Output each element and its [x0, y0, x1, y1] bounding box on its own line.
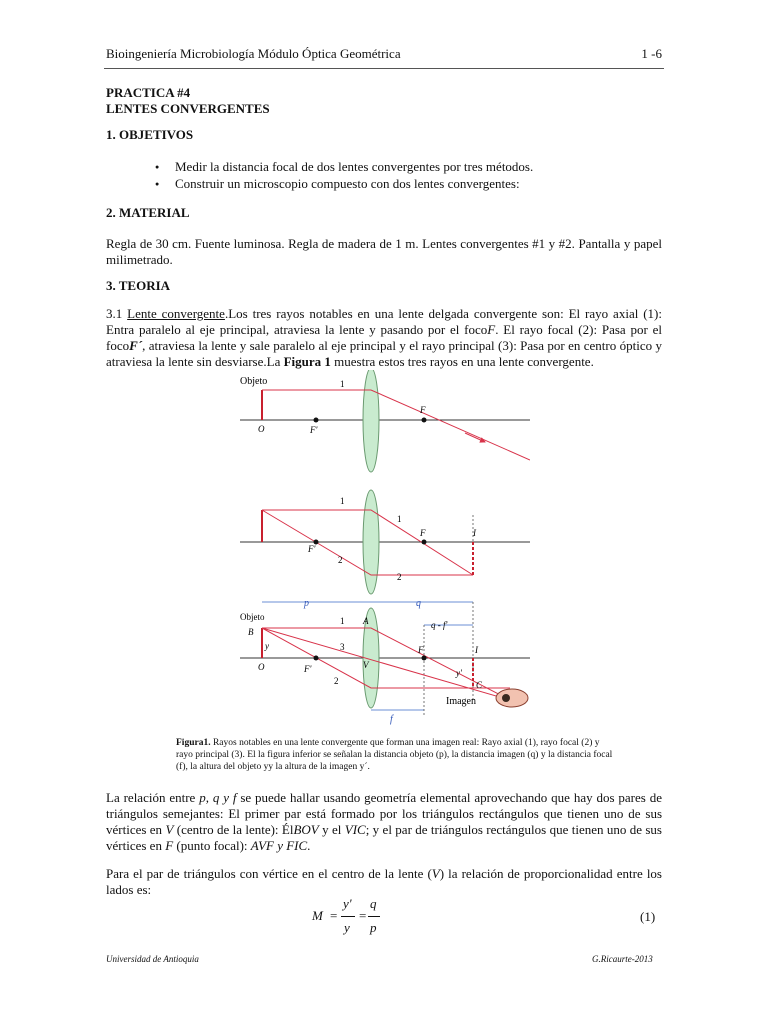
symbol-f: F	[165, 838, 174, 853]
fraction-bar	[368, 916, 380, 917]
term-lente-convergente: Lente convergente	[127, 306, 225, 321]
proportion-text: ) la relación de proporcionalidad entre los lados es:	[106, 866, 662, 897]
objective-item: ● Medir la distancia focal de dos lentes convergentes por tres métodos.	[155, 158, 655, 175]
label-ray-1: 1	[340, 616, 345, 626]
eq-numerator-y-prime: y'	[343, 896, 352, 911]
ray-1	[262, 390, 530, 460]
eq-m: M	[312, 908, 323, 923]
caption-label: Figura1.	[176, 738, 211, 748]
theory-paragraph	[106, 306, 662, 370]
footer-right: G.Ricaurte-2013	[592, 954, 653, 964]
label-i: I	[473, 528, 476, 538]
label-o: O	[258, 662, 265, 672]
focal-point-f	[422, 418, 427, 423]
header-rule	[104, 68, 664, 69]
objectives-heading: 1. OBJETIVOS	[106, 127, 194, 142]
relation-text: y el	[318, 822, 345, 837]
theory-text: .Los tres rayos notables en una lente delgada convergente son: El rayo axial (1): Entra paralelo al eje principal, atraviesa la lente y pasando por el foco	[106, 306, 662, 337]
label-p: p	[304, 598, 309, 609]
label-a: A	[363, 616, 369, 626]
symbol-f-prime: F´	[129, 338, 143, 353]
label-ray-1: 1	[340, 496, 345, 506]
triangle-vic: VIC	[344, 822, 366, 837]
relation-text: ; y el par de triángulos rectángulos que tienen uno de sus vértices en	[106, 822, 662, 853]
material-heading: 2. MATERIAL	[106, 205, 190, 220]
label-f-prime: F'	[310, 425, 318, 435]
ray-arrow	[465, 433, 485, 442]
figure-reference: Figura 1	[283, 354, 331, 369]
practice-title	[106, 85, 270, 117]
relation-text: .	[307, 838, 311, 853]
symbol-f: F	[487, 322, 496, 337]
label-ray-2: 2	[334, 676, 339, 686]
theory-text: , atraviesa la lente y sale paralelo al eje principal y el rayo principal (3): Pasa por en centro óptico y atraviesa la lente sin desviarse.La	[106, 338, 662, 369]
label-focal-length: f	[390, 714, 393, 725]
caption-text: Rayos notables en una lente convergente que forman una imagen real: Rayo axial (1), rayo focal (2) y rayo principal (3). El la figura inferior se señalan la distancia objeto (p), la distancia imagen (q) y la distancia focal (f), la altura del objeto yy la altura de la imagen y´.	[176, 738, 613, 772]
diagram-axial-ray	[240, 370, 530, 472]
label-b: B	[248, 627, 254, 637]
label-f: F	[420, 405, 426, 415]
page-header	[106, 46, 662, 62]
label-imagen: Imagen	[446, 696, 476, 707]
focal-point-f	[422, 656, 427, 661]
label-ray-1: 1	[397, 514, 402, 524]
label-f: F	[420, 528, 426, 538]
symbol-v: V	[431, 866, 440, 881]
label-y-prime: y'	[456, 668, 462, 678]
figure-caption	[176, 737, 616, 773]
label-q: q	[416, 598, 421, 609]
eq-denominator-p: p	[370, 920, 377, 935]
label-c: C	[476, 680, 483, 690]
label-ray-3: 3	[340, 642, 345, 652]
theory-heading: 3. TEORIA	[106, 278, 171, 293]
label-o: O	[258, 424, 265, 434]
label-f: F	[418, 645, 424, 655]
label-y: y	[265, 641, 269, 651]
lens	[363, 370, 379, 472]
lens	[363, 490, 379, 594]
eq-denominator-y: y	[344, 920, 350, 935]
symbol-v: V	[165, 822, 174, 837]
diagram-focal-ray	[240, 490, 530, 594]
relation-text: (punto focal):	[173, 838, 251, 853]
focal-point-f-prime	[314, 656, 319, 661]
triangle-bov: BOV	[293, 822, 319, 837]
label-ray-1: 1	[340, 379, 345, 389]
label-ray-2: 2	[338, 555, 343, 565]
proportion-text: Para el par de triángulos con vértice en el centro de la lente (	[106, 866, 432, 881]
diagram-image-formation	[240, 598, 530, 725]
eq-equals: =	[359, 908, 367, 923]
header-title: Bioingeniería Microbiología Módulo Óptica Geométrica	[106, 46, 401, 61]
objectives-list	[155, 158, 655, 192]
label-i: I	[475, 645, 478, 655]
theory-text: muestra estos tres rayos en una lente convergente.	[330, 354, 594, 369]
equation-number: (1)	[640, 909, 656, 924]
focal-point-f-prime	[314, 418, 319, 423]
label-objeto: Objeto	[240, 612, 265, 622]
proportion-paragraph	[106, 866, 662, 898]
label-ray-2: 2	[397, 572, 402, 582]
label-f-prime: F'	[304, 664, 312, 674]
eq-equals: =	[330, 908, 338, 923]
triangles-avf-fic: AVF y FIC	[250, 838, 308, 853]
focal-point-f	[422, 540, 427, 545]
objective-item: ● Construir un microscopio compuesto con dos lentes convergentes:	[155, 175, 655, 192]
relation-vars: p, q y f	[199, 790, 237, 805]
fraction-bar	[341, 916, 355, 917]
practice-name: LENTES CONVERGENTES	[106, 101, 270, 116]
theory-text: . El rayo focal (2): Pasa por el foco	[106, 322, 663, 353]
label-objeto: Objeto	[240, 376, 268, 387]
label-v: V	[363, 660, 369, 670]
relation-text: La relación entre	[106, 790, 200, 805]
section-number: 3.1	[106, 306, 128, 321]
ray-diagram-figure	[240, 370, 530, 730]
practice-number: PRACTICA #4	[106, 85, 191, 100]
material-text: Regla de 30 cm. Fuente luminosa. Regla de madera de 1 m. Lentes convergentes #1 y #2. Pantalla y papel milimetrado.	[106, 236, 662, 267]
relation-text: se puede hallar usando geometría elemental aprovechando que hay dos pares de triángulos semejantes: El primer par está formado por los triángulos rectángulos que tienen uno de sus vértices en	[106, 790, 662, 837]
relation-text: (centro de la lente): Él	[173, 822, 294, 837]
eye-icon	[496, 689, 528, 707]
page-number: 1 -6	[641, 46, 662, 61]
label-f-prime: F'	[308, 544, 316, 554]
footer-left: Universidad de Antioquia	[106, 954, 199, 964]
eq-numerator-q: q	[370, 896, 377, 911]
label-q-minus-f: q - f'	[431, 620, 448, 630]
relation-paragraph	[106, 790, 662, 854]
